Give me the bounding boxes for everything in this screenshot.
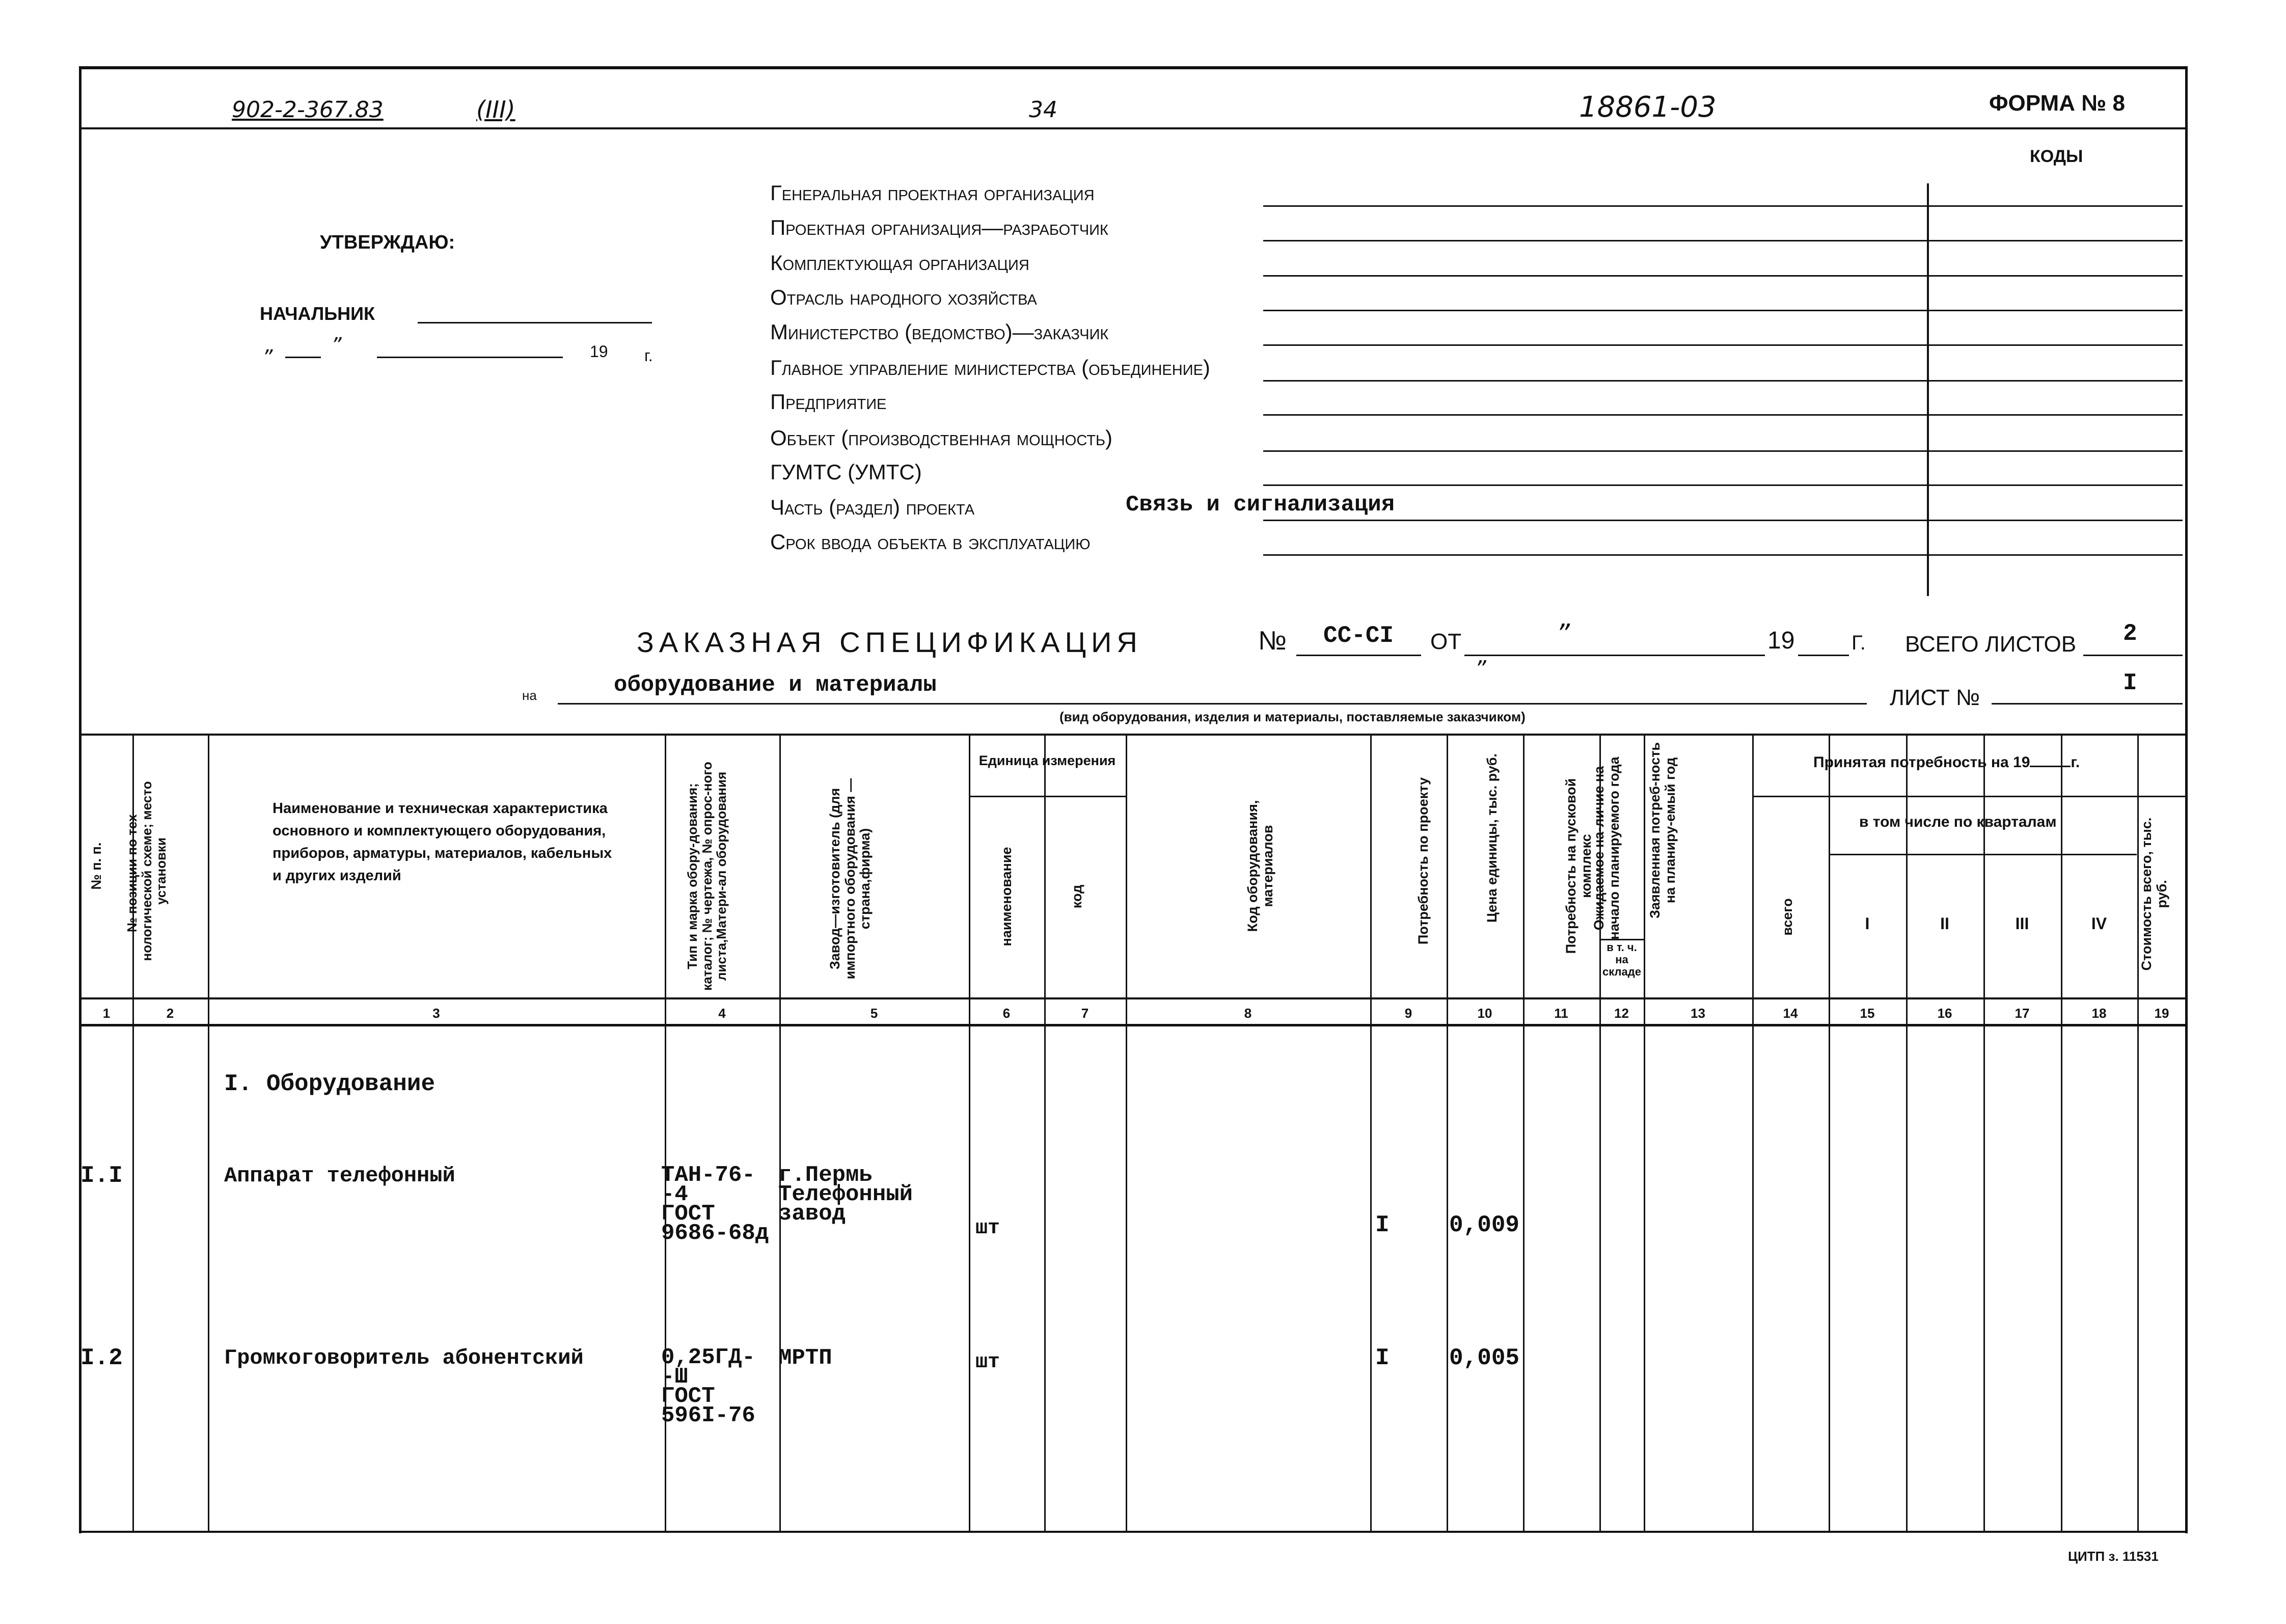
column-number: 14: [1783, 1006, 1798, 1021]
row2-unit: шт: [975, 1351, 1000, 1374]
org-field-line: [1263, 344, 2183, 346]
col6-header: наименование: [999, 847, 1014, 946]
col13-header: Заявленная потреб-ность на планиру-емый год: [1647, 742, 1678, 919]
row2-maker: МРТП: [778, 1345, 832, 1371]
row1-unit: шт: [975, 1217, 1000, 1240]
na-label: на: [522, 688, 537, 703]
org-field-line: [1263, 484, 2183, 486]
unit-group-header: Единица измерения: [978, 753, 1116, 768]
table-vline: [1126, 734, 1127, 1532]
sheet-label: ЛИСТ №: [1890, 685, 1980, 710]
chief-label: НАЧАЛЬНИК: [260, 303, 375, 324]
org-field-line: [1263, 275, 2183, 277]
org-field-line: [1263, 554, 2183, 556]
q1-header: I: [1865, 914, 1870, 933]
na-value: оборудование и материалы: [614, 672, 937, 698]
column-number: 8: [1244, 1006, 1252, 1021]
org-field-label: Отрасль народного хозяйства: [770, 285, 1037, 309]
sheet-no-value: I: [2123, 670, 2137, 696]
quarters-header: в том числе по кварталам: [1859, 814, 2057, 830]
column-number: 10: [1477, 1006, 1492, 1021]
date-quote-open: „: [265, 334, 276, 357]
column-number: 12: [1614, 1006, 1629, 1021]
date-quote-close: ”: [331, 334, 342, 357]
row2-type: 0,25ГД- -Ш ГОСТ 596I-76: [661, 1345, 755, 1428]
row1-qty: I: [1375, 1212, 1390, 1238]
spec-g: Г.: [1852, 632, 1866, 654]
spec-title: ЗАКАЗНАЯ СПЕЦИФИКАЦИЯ: [637, 626, 1142, 658]
col14-header: всего: [1780, 898, 1795, 936]
org-field-line: [1263, 205, 2183, 207]
org-field-line: [1263, 380, 2183, 382]
column-number: 7: [1081, 1006, 1089, 1021]
row1-type: ТАН-76- -4 ГОСТ 9686-68д: [661, 1162, 769, 1246]
row2-name: Громкоговоритель абонентский: [224, 1346, 584, 1370]
org-field-label: Объект (производственная мощность): [770, 426, 1113, 450]
doc-code: 902-2-367.83: [232, 97, 384, 123]
column-number: 2: [166, 1006, 174, 1021]
total-sheets-label: ВСЕГО ЛИСТОВ: [1905, 632, 2077, 657]
spec-no-value: СС-СI: [1323, 622, 1394, 649]
row1-maker: г.Пермь Телефонный завод: [778, 1162, 913, 1227]
col19-header: Стоимость всего, тыс. руб.: [2139, 817, 2169, 971]
col3-header: Наименование и техническая характеристика основного и комплектующего оборудования, приборов, арматуры, материалов, кабельных и других изделий: [273, 800, 612, 884]
q3-header: III: [2015, 914, 2029, 933]
col10-header: Цена единицы, тыс. руб.: [1484, 753, 1500, 923]
column-number: 11: [1554, 1006, 1568, 1021]
accepted-label: Принятая потребность на 19: [1813, 754, 2030, 771]
approve-label: УТВЕРЖДАЮ:: [320, 232, 455, 253]
row2-qty: I: [1375, 1345, 1390, 1371]
org-field-line: [1263, 450, 2183, 452]
row2-no: I.2: [80, 1345, 123, 1371]
row2-price: 0,005: [1449, 1345, 1520, 1371]
column-number: 4: [718, 1006, 726, 1021]
spec-from-label: ОТ: [1430, 629, 1462, 654]
accepted-g: г.: [2071, 754, 2080, 771]
column-number: 15: [1860, 1006, 1875, 1021]
org-field-label: Комплектующая организация: [770, 251, 1029, 275]
form-number: ФОРМА № 8: [1989, 91, 2125, 116]
org-field-label: Министерство (ведомство)—заказчик: [770, 320, 1109, 344]
col4-header: Тип и марка обору-дования; каталог; № чертежа, № опрос-ного листа,Матери-ал оборудования: [685, 762, 729, 991]
col9-header: Потребность по проекту: [1416, 777, 1431, 945]
codes-label: КОДЫ: [2030, 147, 2083, 166]
spec-no-label: №: [1258, 626, 1287, 656]
column-number: 17: [2015, 1006, 2030, 1021]
approval-year: 19: [590, 342, 608, 361]
page-number: 34: [1029, 97, 1057, 123]
q4-header: IV: [2091, 914, 2107, 933]
org-field-value: Связь и сигнализация: [1126, 492, 1395, 518]
codes-divider: [1927, 183, 1929, 596]
column-number: 5: [870, 1006, 878, 1021]
table-vline: [779, 734, 781, 1532]
org-field-label: Предприятие: [770, 390, 887, 414]
doc-part: (III): [476, 96, 515, 123]
table-vline: [1044, 734, 1046, 1532]
column-number: 13: [1691, 1006, 1705, 1021]
col5-header: Завод—изготовитель (для импортного оборудования —страна,фирма): [827, 778, 873, 980]
table-vline: [1752, 734, 1754, 1532]
org-field-label: Срок ввода объекта в эксплуатацию: [770, 530, 1091, 554]
col12-header: Ожидаемое на-личие на начало планируемого года: [1591, 756, 1622, 940]
accepted-header: [1813, 754, 2080, 771]
table-vline: [208, 734, 209, 1532]
register-number: 18861-03: [1579, 91, 1717, 124]
footer-stamp: ЦИТП з. 11531: [2068, 1549, 2159, 1564]
org-field-line: [1263, 520, 2183, 521]
spec-year: 19: [1767, 627, 1795, 654]
row1-no: I.I: [80, 1162, 123, 1189]
total-sheets-value: 2: [2123, 620, 2137, 647]
org-field-label: Проектная организация—разработчик: [770, 215, 1108, 239]
org-field-label: Генеральная проектная организация: [770, 181, 1095, 205]
column-number: 9: [1404, 1006, 1412, 1021]
col8-header: Код оборудования, материалов: [1245, 800, 1275, 932]
na-quote: ”: [1475, 656, 1486, 682]
column-number: 1: [102, 1006, 111, 1021]
row1-price: 0,009: [1449, 1212, 1520, 1238]
col2-header: № позиции по тех-нологической схеме; место установки: [124, 781, 169, 961]
table-vline: [1370, 734, 1372, 1532]
table-vline: [969, 734, 970, 1532]
column-number: 3: [432, 1006, 440, 1021]
spec-quote: ”: [1556, 619, 1570, 649]
org-field-line: [1263, 240, 2183, 241]
org-field-label: ГУМТС (УМТС): [770, 460, 922, 484]
col1-header: № п. п.: [89, 842, 104, 890]
column-number: 18: [2091, 1006, 2107, 1021]
col7-header: код: [1069, 884, 1084, 909]
col11-header: Потребность на пусковой комплекс: [1563, 778, 1594, 954]
col12b-header: в т. ч. на складе: [1602, 941, 1641, 978]
org-field-line: [1263, 310, 2183, 311]
org-field-label: Главное управление министерства (объединение): [770, 356, 1210, 380]
approval-year-suffix: г.: [644, 346, 653, 365]
na-caption: (вид оборудования, изделия и материалы, поставляемые заказчиком): [1059, 709, 1526, 724]
row1-name: Аппарат телефонный: [224, 1163, 455, 1188]
org-field-line: [1263, 414, 2183, 416]
q2-header: II: [1940, 914, 1949, 933]
section-heading: I. Оборудование: [224, 1071, 436, 1097]
column-number: 19: [2154, 1006, 2169, 1021]
org-field-label: Часть (раздел) проекта: [770, 495, 975, 519]
column-number: 6: [1002, 1006, 1011, 1021]
column-number: 16: [1937, 1006, 1952, 1021]
